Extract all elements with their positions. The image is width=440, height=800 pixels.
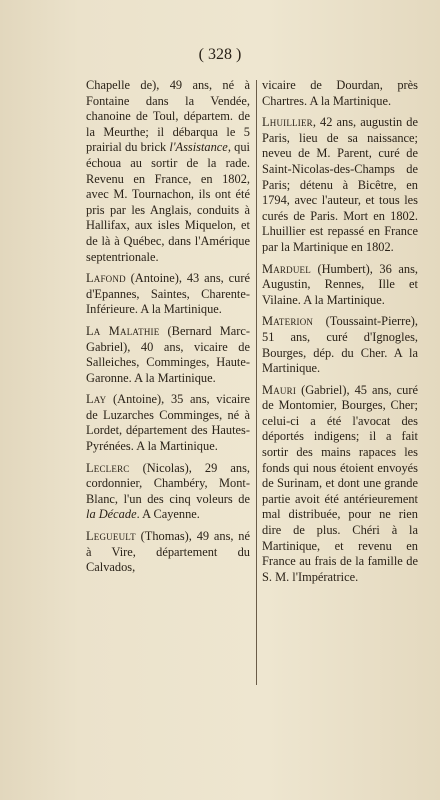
entry-name: Marduel <box>262 261 311 276</box>
entry-name: Legueult <box>86 529 136 544</box>
entry-name: Mauri <box>262 382 297 397</box>
entry-name: Leclerc <box>86 460 130 475</box>
entry-text: Chapelle de), 49 ans, né à Fontaine dans la Vendée, chanoine de Toul, départem. de la Meurthe; il débarqua le 5 prairial du brick <box>86 78 250 155</box>
entry-text: (Gabriel), 45 ans, curé de Montomier, Bourges, Cher; celui-ci a été l'avocat des déportés indigens; il a fait sortir des mains rapaces les fonds qui nous étoient envoyés de Surinam, et dont une grande partie avoit été antérieurement mal distribuée, pour ne rien dire de plus. Chéri à la Martinique, et revenu en France au frais de la famille de S. M. l'Impératrice. <box>262 382 418 584</box>
entry-text: , 42 ans, augustin de Paris, lieu de sa naissance; neveu de M. Parent, curé de Saint-Nicolas-des-Champs de Paris; détenu à Bicêtre, en 1794, avec l'auteur, et tous les curés de Paris. Mort en 1802. Lhuillier est repassé en France par la Martinique en 1802. <box>262 115 418 254</box>
entry-text: (Antoine), 43 ans, curé d'Epannes, Saintes, Charente-Inférieure. A la Martinique. <box>86 271 250 317</box>
entry-italic-title: la Décade <box>86 507 137 522</box>
entry-text: (Thomas), 49 ans, né à Vire, département du Calvados, <box>86 529 250 575</box>
entry-text-after: , qui échoua au sortir de la rade. Revenu en France, en 1802, avec M. Tournachon, ils ont été pris par les Anglais, conduits à Hallifax, aux isles Miquelon, et de là à Québec, dans l'Amérique septentrionale. <box>86 140 251 264</box>
page-number: ( 328 ) <box>198 46 242 63</box>
entry-text: vicaire de Dourdan, près Chartres. A la Martinique. <box>262 78 418 108</box>
entry <box>262 78 418 109</box>
entry <box>86 461 250 523</box>
entry <box>262 262 418 309</box>
entry <box>86 392 250 454</box>
entry-name: La Malathie <box>86 323 160 338</box>
entry <box>86 271 250 318</box>
column-divider <box>256 80 257 685</box>
entry <box>262 314 418 376</box>
right-column <box>262 78 418 585</box>
entry-name: Lay <box>86 392 107 407</box>
left-column <box>86 78 250 576</box>
entry-text: (Toussaint-Pierre), 51 ans, curé d'Ignogles, Bourges, dép. du Cher. A la Martinique. <box>262 314 418 376</box>
entry <box>262 115 418 255</box>
entry <box>86 529 250 576</box>
entry-text: (Nicolas), 29 ans, cordonnier, Chambéry, Mont-Blanc, l'un des cinq voleurs de <box>86 460 250 506</box>
entry-text-after: . A Cayenne. <box>136 507 200 522</box>
entry-italic-title: l'Assistance <box>169 140 228 155</box>
entry <box>86 324 250 386</box>
entry-name: Lafond <box>86 271 126 286</box>
entry-text: (Antoine), 35 ans, vicaire de Luzarches Comminges, né à Lordet, département des Hautes-Pyrénées. A la Martinique. <box>86 392 250 454</box>
entry <box>86 78 250 265</box>
entry-name: Lhuillier <box>262 115 313 130</box>
entry-text: (Bernard Marc-Gabriel), 40 ans, vicaire de Salleiches, Comminges, Haute-Garonne. A la Martinique. <box>86 323 251 385</box>
entry-text: (Humbert), 36 ans, Augustin, Rennes, Ille et Vilaine. A la Martinique. <box>262 261 418 307</box>
entry <box>262 383 418 586</box>
entry-name: Materion <box>262 314 314 329</box>
